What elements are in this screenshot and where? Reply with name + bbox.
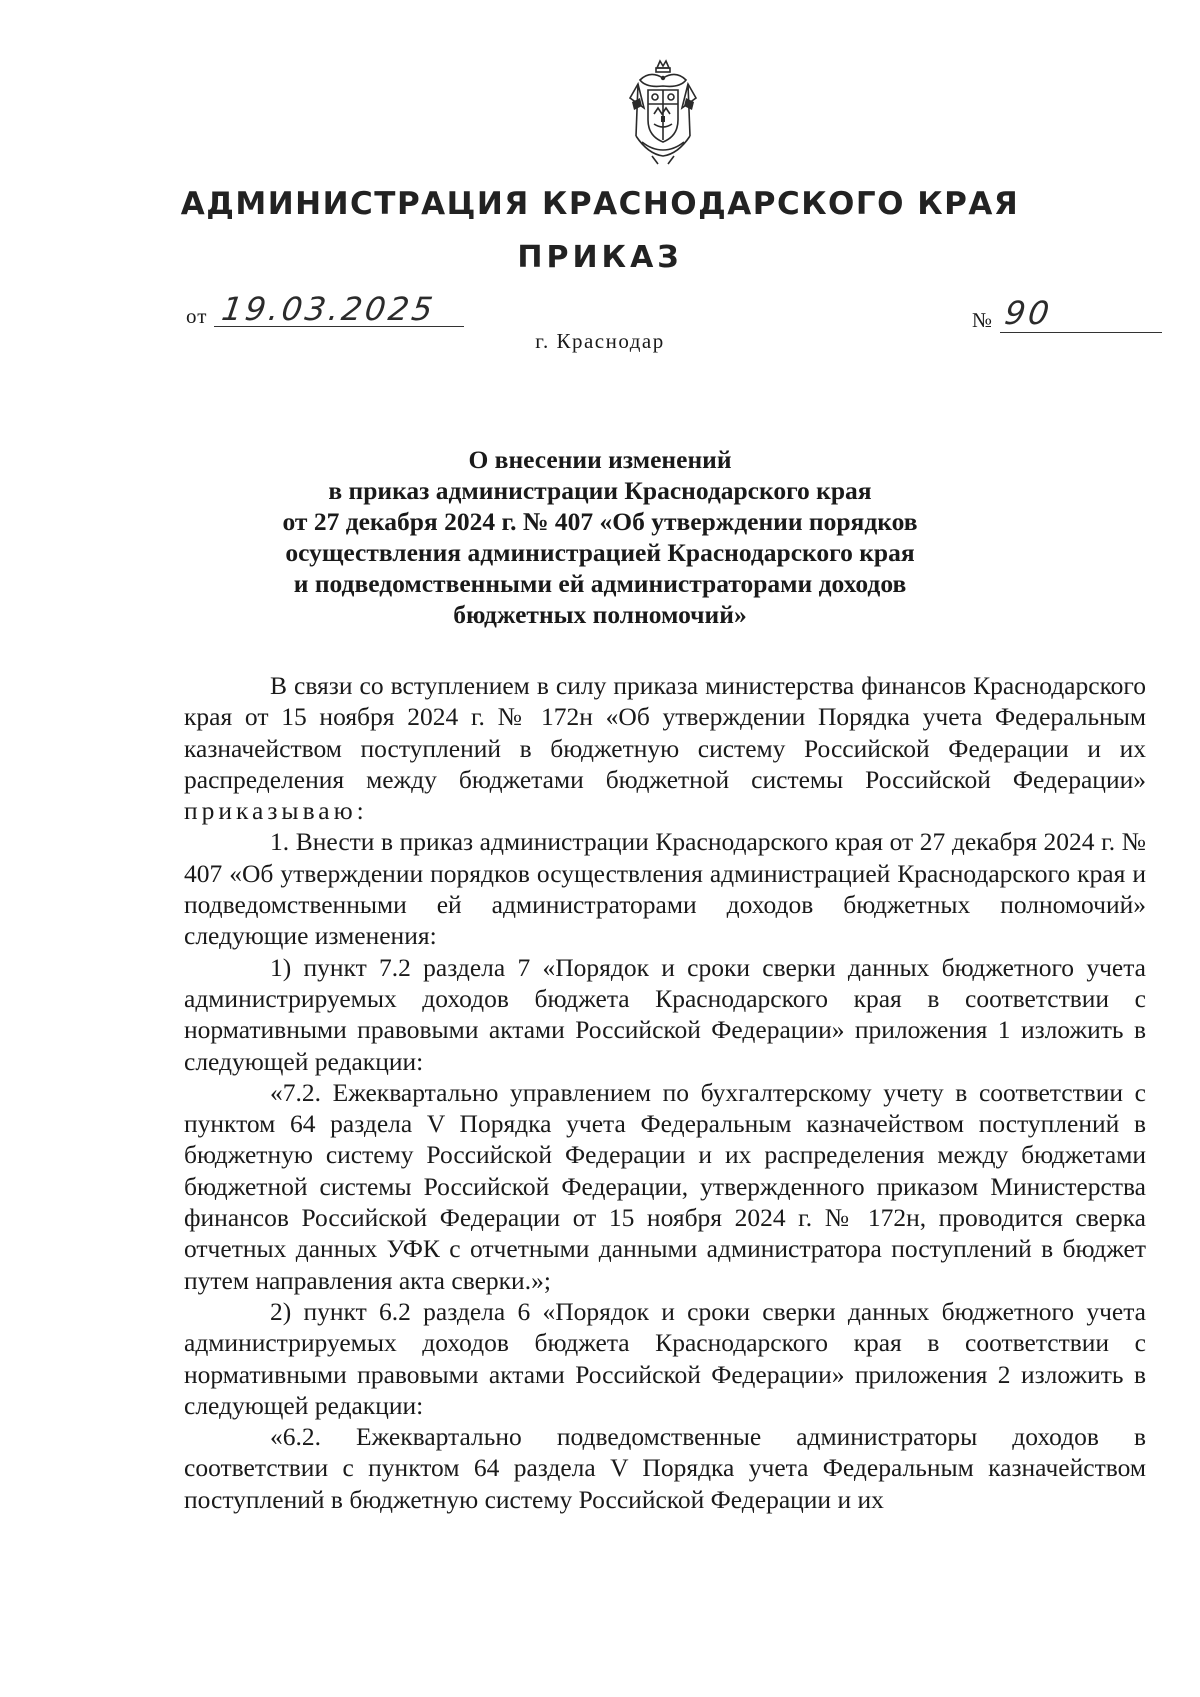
document-body	[184, 670, 1146, 1515]
body-paragraph: 1) пункт 7.2 раздела 7 «Порядок и сроки сверки данных бюджетного учета администрируемых доходов бюджета Краснодарского края в соответствии с нормативными правовыми актами Российской Федерации» приложения 1 изложить в следующей редакции:	[184, 952, 1146, 1076]
title-line: от 27 декабря 2024 г. № 407 «Об утверждении порядков	[282, 507, 918, 536]
coat-of-arms-icon	[622, 58, 704, 166]
order-word: приказываю:	[184, 796, 368, 826]
title-line: и подведомственными ей администраторами доходов	[293, 569, 907, 598]
document-title	[0, 444, 1200, 630]
organization-name: АДМИНИСТРАЦИЯ КРАСНОДАРСКОГО КРАЯ	[180, 186, 1020, 222]
city: г. Краснодар	[535, 329, 665, 353]
document-type: ПРИКАЗ	[517, 240, 683, 275]
number-label: №	[972, 308, 993, 332]
title-line: бюджетных полномочий»	[453, 600, 747, 629]
number-value: 90	[1002, 294, 1055, 332]
title-line: осуществления администрацией Краснодарского края	[285, 538, 915, 567]
body-paragraph: «6.2. Ежеквартально подведомственные администраторы доходов в соответствии с пунктом 64 раздела V Порядка учета Федеральным казначейством поступлений в бюджетную систему Российской Федерации и их	[184, 1422, 1146, 1514]
body-paragraph: 1. Внести в приказ администрации Краснодарского края от 27 декабря 2024 г. № 407 «Об утверждении порядков осуществления администрацией Краснодарского края и подведомственными ей администраторами доходов бюджетных полномочий» следующие изменения:	[184, 827, 1146, 951]
date-value: 19.03.2025	[219, 290, 438, 328]
preamble-text: В связи со вступлением в силу приказа министерства финансов Краснодарского края от 15 ноября 2024 г. № 172н «Об утверждении Порядка учета Федеральным казначейством поступлений в бюджетную систему Российской Федерации и их распределения между бюджетами бюджетной системы Российской Федерации»	[184, 671, 1146, 794]
body-paragraph: 2) пункт 6.2 раздела 6 «Порядок и сроки сверки данных бюджетного учета администрируемых доходов бюджета Краснодарского края в соответствии с нормативными правовыми актами Российской Федерации» приложения 2 изложить в следующей редакции:	[184, 1296, 1146, 1420]
body-paragraph: «7.2. Ежеквартально управлением по бухгалтерскому учету в соответствии с пунктом 64 раздела V Порядка учета Федеральным казначейством поступлений в бюджетную систему Российской Федерации и их распределения между бюджетами бюджетной системы Российской Федерации, утвержденного приказом Министерства финансов Российской Федерации от 15 ноября 2024 г. № 172н, проводится сверка отчетных данных УФК с отчетными данными администратора поступлений в бюджет путем направления акта сверки.»;	[184, 1077, 1146, 1295]
title-line: О внесении изменений	[468, 445, 732, 474]
title-line: в приказ администрации Краснодарского края	[328, 476, 872, 505]
preamble-paragraph	[184, 670, 1146, 826]
date-label: от	[186, 304, 208, 328]
